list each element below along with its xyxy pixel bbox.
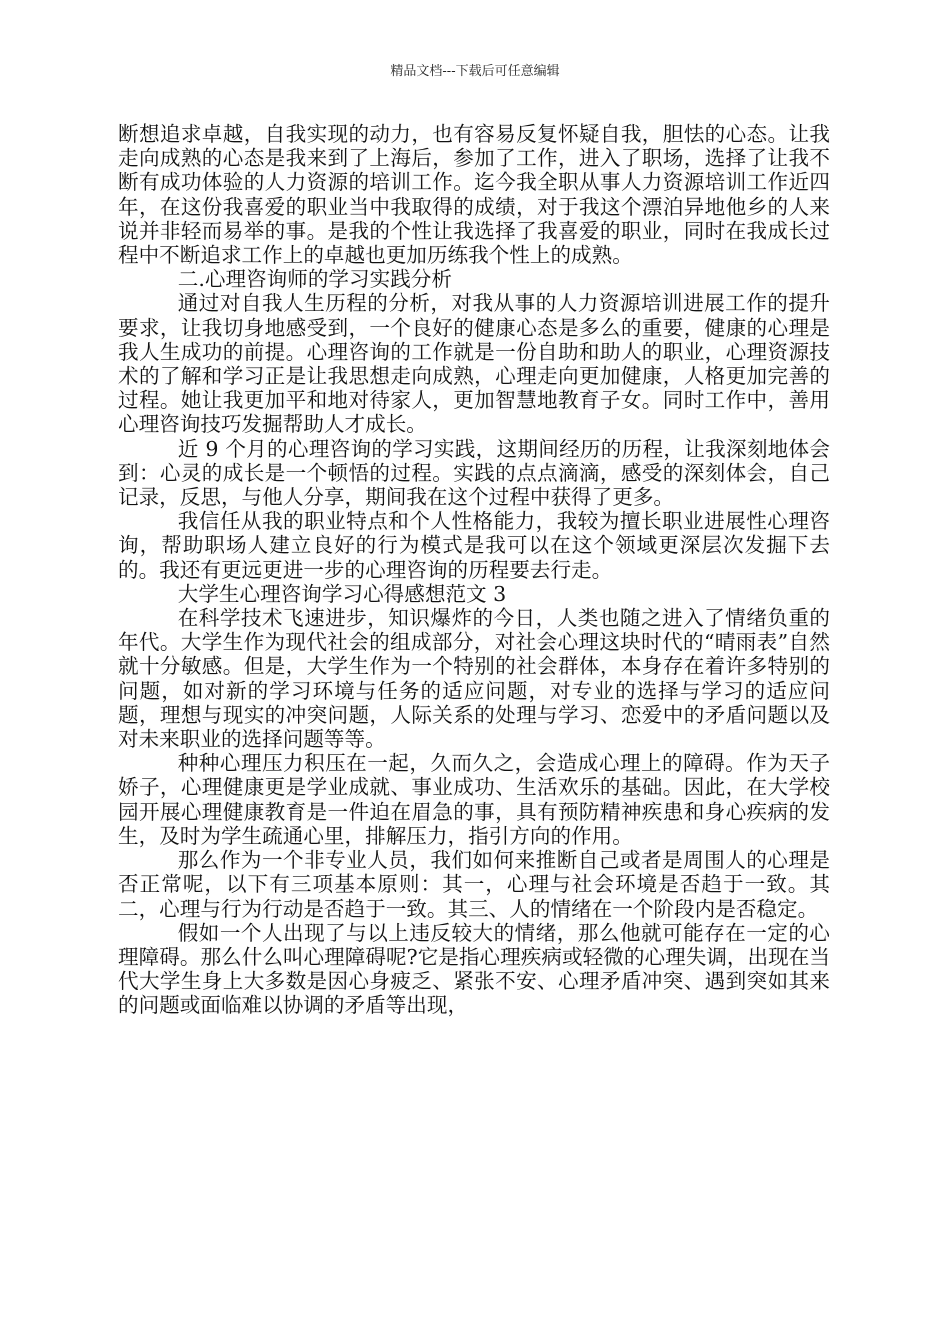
paragraph-1: 断想追求卓越，自我实现的动力，也有容易反复怀疑自我，胆怯的心态。让我走向成熟的心态是我来到了上海后，参加了工作，进入了职场，选择了让我不断有成功体验的人力资源的培训工作。迄今我全职从事人力资源培训工作近四年，在这份我喜爱的职业当中我取得的成绩，对于我这个漂泊异地他乡的人来说并非轻而易举的事。是我的个性让我选择了我喜爱的职业，同时在我成长过程中不断追求工作上的卓越也更加历练我个性上的成熟。 [118, 122, 830, 268]
paragraph-2: 通过对自我人生历程的分析，对我从事的人力资源培训进展工作的提升要求，让我切身地感受到，一个良好的健康心态是多么的重要，健康的心理是我人生成功的前提。心理咨询的工作就是一份自助和助人的职业，心理资源技术的了解和学习正是让我思想走向成熟，心理走向更加健康，人格更加完善的过程。她让我更加平和地对待家人，更加智慧地教育子女。同时工作中，善用心理咨询技巧发掘帮助人才成长。 [118, 291, 830, 437]
document-body [118, 122, 830, 1018]
paragraph-6: 种种心理压力积压在一起，久而久之，会造成心理上的障碍。作为天子娇子，心理健康更是学业成就、事业成功、生活欢乐的基础。因此，在大学校园开展心理健康教育是一件迫在眉急的事，具有预防精神疾患和身心疾病的发生，及时为学生疏通心里，排解压力，指引方向的作用。 [118, 751, 830, 848]
paragraph-3: 近 9 个月的心理咨询的学习实践，这期间经历的历程，让我深刻地体会到：心灵的成长是一个顿悟的过程。实践的点点滴滴，感受的深刻体会，自己记录，反思，与他人分享，期间我在这个过程中获得了更多。 [118, 436, 830, 510]
article-title-3: 大学生心理咨询学习心得感想范文 3 [177, 581, 507, 606]
paragraph-7: 那么作为一个非专业人员，我们如何来推断自己或者是周围人的心理是否正常呢，以下有三项基本原则：其一，心理与社会环境是否趋于一致。其二，心理与行为行动是否趋于一致。其三、人的情绪在一个阶段内是否稳定。 [118, 848, 830, 921]
paragraph-5: 在科学技术飞速进步，知识爆炸的今日，人类也随之进入了情绪负重的年代。大学生作为现代社会的组成部分，对社会心理这块时代的“晴雨表”自然就十分敏感。但是，大学生作为一个特别的社会群体，本身存在着许多特别的问题，如对新的学习环境与任务的适应问题，对专业的选择与学习的适应问题，理想与现实的冲突问题，人际关系的处理与学习、恋爱中的矛盾问题以及对未来职业的选择问题等等。 [118, 606, 830, 752]
paragraph-4: 我信任从我的职业特点和个人性格能力，我较为擅长职业进展性心理咨询，帮助职场人建立良好的行为模式是我可以在这个领域更深层次发掘下去的。我还有更远更进一步的心理咨询的历程要去行走。 [118, 509, 830, 582]
section-heading-2: 二.心理咨询师的学习实践分析 [177, 267, 452, 292]
paragraph-8: 假如一个人出现了与以上违反较大的情绪，那么他就可能存在一定的心理障碍。那么什么叫心理障碍呢?它是指心理疾病或轻微的心理失调，出现在当代大学生身上大多数是因心身疲乏、紧张不安、心理矛盾冲突、遇到突如其来的问题或面临难以协调的矛盾等出现， [118, 920, 830, 1018]
page-header: 精品文档---下载后可任意编辑 [390, 64, 560, 79]
